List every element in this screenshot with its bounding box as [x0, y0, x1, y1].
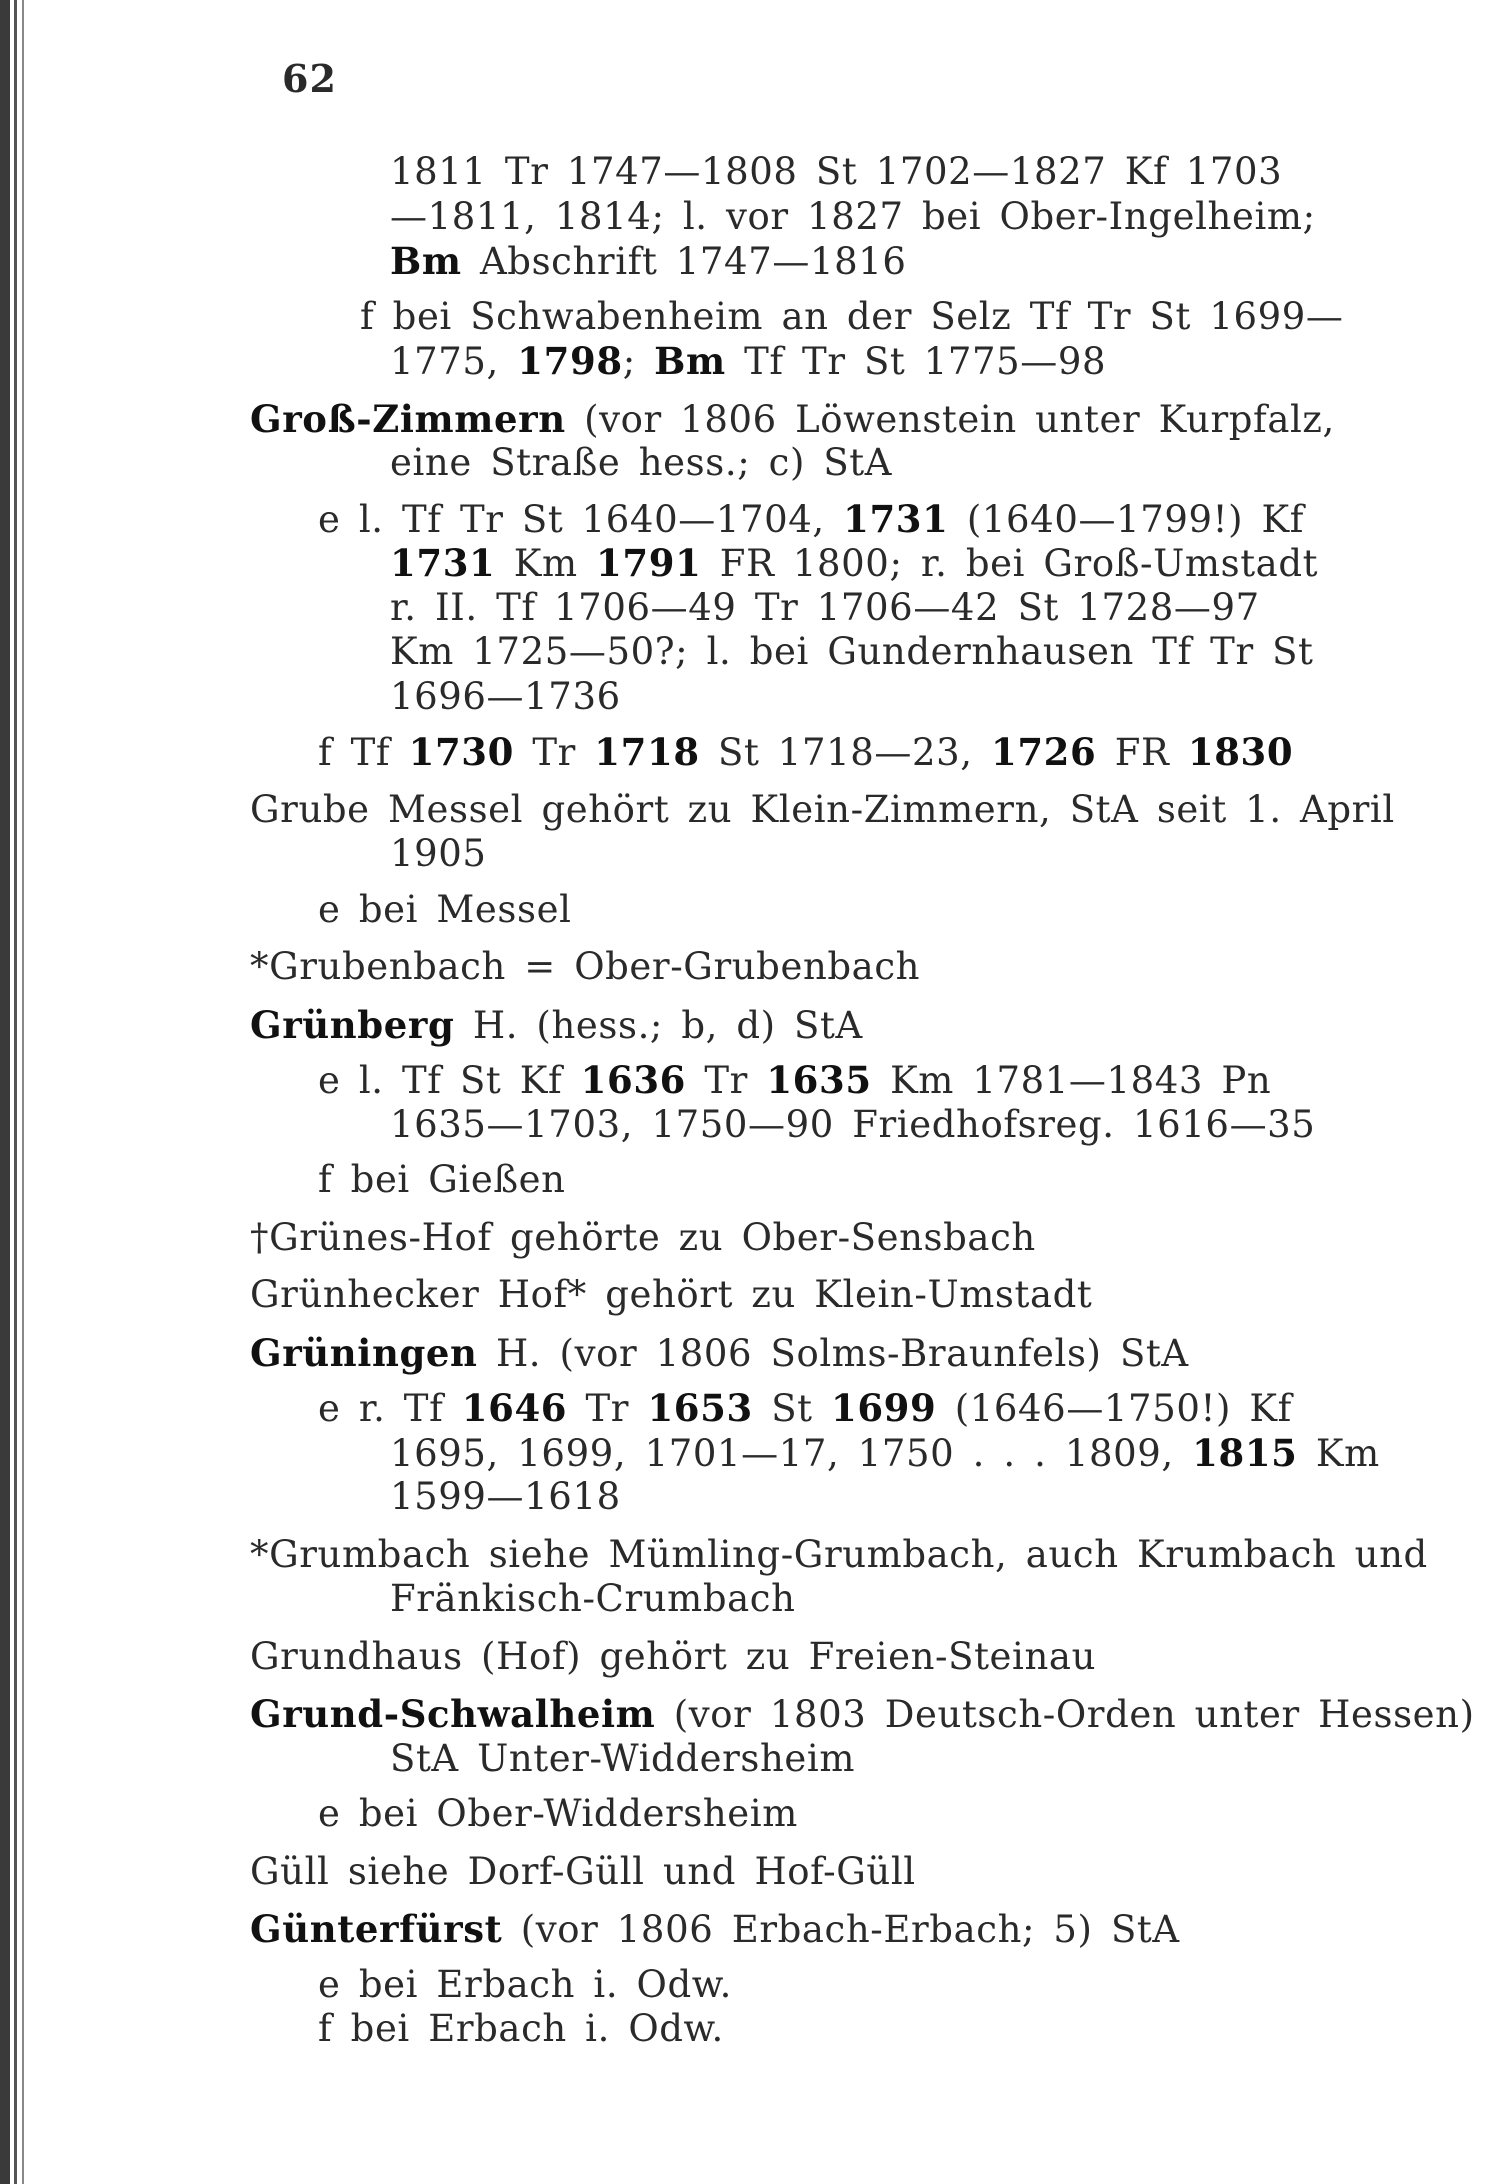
text-run: (vor 1806 Erbach-Erbach; 5) StA [502, 1908, 1180, 1951]
text-run: (vor 1806 Löwenstein unter Kurpfalz, [565, 397, 1335, 441]
text-line-17 [250, 945, 1360, 990]
text-run: Grünhecker Hof* gehört zu Klein-Umstadt [250, 1273, 1093, 1316]
text-line-13 [250, 730, 1360, 775]
text-run: 1696—1736 [390, 674, 621, 718]
text-line-37 [250, 2007, 1360, 2052]
bold-term: 1653 [647, 1386, 753, 1430]
text-run: (1646—1750!) Kf [936, 1387, 1292, 1430]
text-line-21 [250, 1158, 1360, 1203]
text-run: St 1718—23, [699, 731, 991, 774]
text-line-34 [250, 1850, 1360, 1895]
text-run: f bei Schwabenheim an der Selz Tf Tr St 1699— [360, 294, 1344, 338]
bold-term: 1731 [390, 541, 496, 585]
text-run: 1695, 1699, 1701—17, 1750 . . . 1809, [390, 1431, 1193, 1475]
bold-term: Bm [390, 239, 462, 283]
text-line-10 [250, 586, 1360, 631]
text-run: eine Straße hess.; c) StA [390, 441, 893, 484]
text-run: Grube Messel gehört zu Klein-Zimmern, StA seit 1. April [250, 787, 1395, 831]
text-run: †Grünes-Hof gehörte zu Ober-Sensbach [250, 1215, 1036, 1259]
text-run: 1635—1703, 1750—90 Friedhofsreg. 1616—35 [390, 1102, 1316, 1146]
text-run: Güll siehe Dorf-Güll und Hof-Güll [250, 1849, 916, 1893]
text-line-29 [250, 1577, 1360, 1622]
text-run: 1599—1618 [390, 1475, 621, 1518]
text-line-25 [250, 1386, 1360, 1431]
bold-term: 1718 [594, 730, 700, 774]
bold-term: Bm [654, 339, 726, 383]
text-run: f bei Gießen [318, 1158, 566, 1201]
text-line-22 [250, 1216, 1360, 1261]
text-run: StA Unter-Widdersheim [390, 1736, 856, 1780]
text-run: *Grumbach siehe Mümling-Grumbach, auch Krumbach und [250, 1532, 1428, 1576]
text-run: e l. Tf Tr St 1640—1704, [318, 497, 844, 541]
bold-term: 1699 [830, 1386, 937, 1430]
text-line-35 [250, 1907, 1360, 1952]
text-run: Fränkisch-Crumbach [390, 1577, 796, 1620]
text-run: e l. Tf St Kf [318, 1059, 581, 1102]
text-run: Tr [567, 1387, 648, 1430]
text-line-30 [250, 1635, 1360, 1680]
text-line-33 [250, 1792, 1360, 1837]
text-run: FR [1096, 731, 1188, 774]
text-line-28 [250, 1532, 1428, 1578]
text-line-8 [250, 497, 1360, 542]
bold-term: 1731 [843, 496, 949, 541]
text-run: Tr [513, 731, 595, 774]
text-run: Grundhaus (Hof) gehört zu Freien-Steinau [250, 1634, 1096, 1678]
text-run: FR 1800; r. bei Groß-Umstadt [701, 542, 1319, 585]
text-run: *Grubenbach = Ober-Grubenbach [250, 945, 921, 988]
bold-term: 1798 [517, 339, 623, 383]
bold-term: 1730 [408, 730, 514, 774]
text-line-27 [250, 1475, 1360, 1520]
bold-term: Grüningen [250, 1330, 478, 1375]
text-line-14 [250, 787, 1395, 833]
text-line-20 [250, 1103, 1360, 1148]
gazetteer-text [250, 150, 1475, 2052]
text-line-31 [250, 1692, 1475, 1737]
text-run: Km [495, 542, 597, 585]
bold-term: Grünberg [250, 1002, 455, 1047]
bold-term: 1791 [596, 541, 702, 585]
text-line-12 [250, 675, 1360, 720]
text-line-9 [250, 541, 1360, 586]
text-line-4 [250, 295, 1360, 340]
text-line-6 [250, 397, 1360, 442]
book-spine-edge [0, 0, 40, 2184]
bold-term: 1815 [1192, 1430, 1298, 1475]
text-run: 1905 [390, 832, 487, 875]
text-run: Km 1781—1843 Pn [871, 1059, 1272, 1102]
bold-term: 1636 [580, 1058, 687, 1102]
text-run: (vor 1803 Deutsch-Orden unter Hessen) [655, 1693, 1475, 1736]
text-run: Km [1297, 1431, 1380, 1475]
text-run: —1811, 1814; l. vor 1827 bei Ober-Ingelheim; [390, 194, 1316, 238]
text-line-32 [250, 1737, 1360, 1782]
text-run: H. (vor 1806 Solms-Braunfels) StA [477, 1331, 1189, 1375]
text-line-5 [250, 339, 1360, 384]
text-line-23 [250, 1273, 1360, 1318]
text-line-7 [250, 441, 1360, 486]
text-line-26 [250, 1430, 1380, 1476]
bold-term: 1830 [1187, 730, 1294, 774]
text-run: 1775, [390, 340, 518, 383]
text-line-15 [250, 832, 1360, 877]
text-run: Tr [686, 1059, 767, 1102]
text-line-24 [250, 1331, 1360, 1376]
bold-term: 1635 [766, 1058, 872, 1102]
text-line-11 [250, 630, 1360, 675]
text-run: Abschrift 1747—1816 [461, 240, 907, 283]
text-run: (1640—1799!) Kf [948, 497, 1305, 541]
text-run: f bei Erbach i. Odw. [318, 2007, 724, 2050]
text-line-16 [250, 888, 1360, 933]
text-run: Km 1725—50?; l. bei Gundernhausen Tf Tr St [390, 630, 1314, 673]
text-line-18 [250, 1003, 1360, 1048]
text-run: St [752, 1387, 831, 1430]
text-run: ; [622, 340, 655, 383]
text-run: 1811 Tr 1747—1808 St 1702—1827 Kf 1703 [390, 150, 1283, 193]
text-run: e bei Ober-Widdersheim [318, 1792, 798, 1835]
text-run: H. (hess.; b, d) StA [454, 1003, 863, 1047]
text-line-1 [250, 150, 1360, 195]
text-line-3 [250, 239, 1360, 284]
text-run: e bei Messel [318, 887, 572, 931]
text-line-2 [250, 195, 1360, 240]
text-run: e r. Tf [318, 1387, 462, 1430]
bold-term: Günterfürst [250, 1907, 503, 1951]
bold-term: 1646 [461, 1386, 568, 1430]
bold-term: Grund-Schwalheim [250, 1692, 656, 1736]
page-number: 62 [282, 56, 337, 101]
text-line-19 [250, 1058, 1360, 1103]
text-run: r. II. Tf 1706—49 Tr 1706—42 St 1728—97 [390, 585, 1260, 629]
text-run: Tf Tr St 1775—98 [725, 340, 1107, 383]
text-run: f Tf [318, 731, 409, 774]
text-line-36 [250, 1963, 1360, 2008]
text-run: e bei Erbach i. Odw. [318, 1962, 733, 2006]
bold-term: 1726 [990, 730, 1097, 774]
bold-term: Groß-Zimmern [250, 396, 566, 441]
